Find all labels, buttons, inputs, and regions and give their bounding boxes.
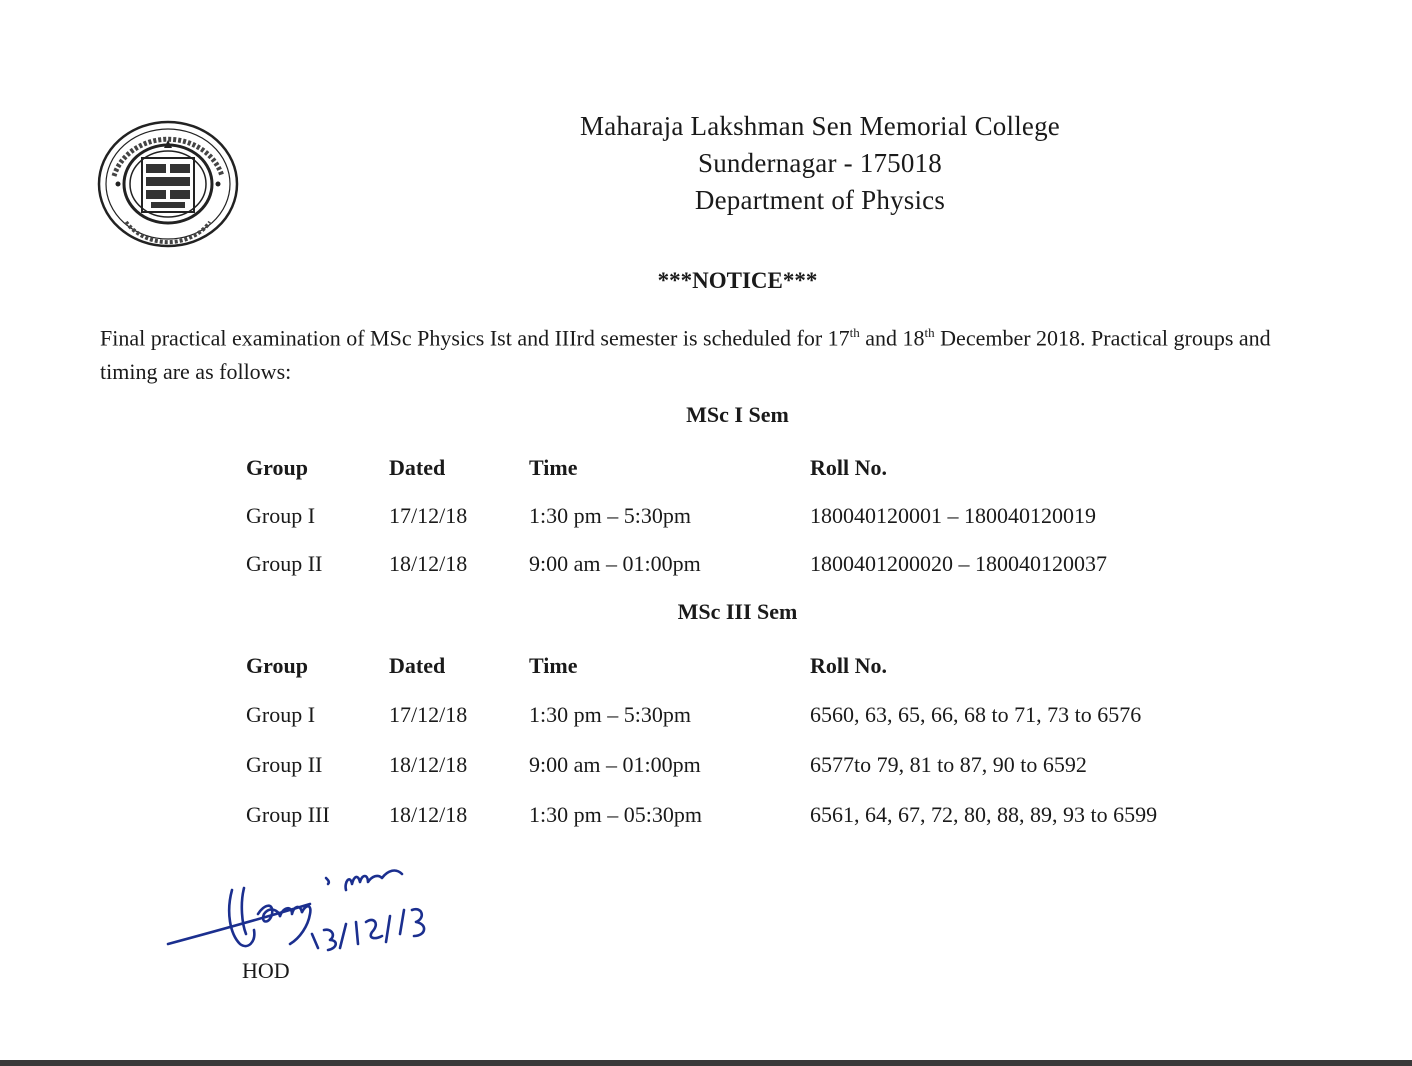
cell-dated: 17/12/18	[389, 503, 468, 528]
cell-group: Group II	[246, 551, 323, 576]
header-time: Time	[529, 455, 578, 480]
header-roll: Roll No.	[810, 653, 887, 678]
table-row	[0, 551, 1412, 581]
intro-sup-1: th	[849, 325, 860, 340]
intro-line-2: timing are as follows:	[100, 359, 292, 385]
header-dated: Dated	[389, 653, 446, 678]
cell-time: 1:30 pm – 5:30pm	[529, 702, 691, 727]
intro-line-1	[100, 316, 1370, 355]
cell-dated: 18/12/18	[389, 551, 468, 576]
cell-dated: 18/12/18	[389, 802, 468, 827]
cell-dated: 18/12/18	[389, 752, 468, 777]
cell-time: 1:30 pm – 5:30pm	[529, 503, 691, 528]
sem1-header-row	[0, 455, 1412, 485]
cell-group: Group I	[246, 702, 316, 727]
cell-roll: 1800401200020 – 180040120037	[810, 551, 1107, 576]
sem1-title: MSc I Sem	[686, 402, 789, 427]
cell-dated: 17/12/18	[389, 702, 468, 727]
cell-time: 9:00 am – 01:00pm	[529, 752, 701, 777]
page-bottom-edge	[0, 1060, 1412, 1066]
cell-group: Group II	[246, 752, 323, 777]
cell-group: Group I	[246, 503, 316, 528]
header-time: Time	[529, 653, 578, 678]
college-seal-icon	[96, 118, 240, 250]
header-dated: Dated	[389, 455, 446, 480]
intro-part-1: Final practical examination of MSc Physics Ist and IIIrd semester is scheduled for 17	[100, 325, 850, 351]
cell-roll: 180040120001 – 180040120019	[810, 503, 1096, 528]
department-name: Department of Physics	[694, 185, 946, 215]
header-group: Group	[246, 455, 308, 480]
header-group: Group	[246, 653, 308, 678]
cell-time: 1:30 pm – 05:30pm	[529, 802, 702, 827]
sem3-header-row	[0, 653, 1412, 683]
table-row	[0, 802, 1412, 832]
college-location: Sundernagar - 175018	[698, 148, 942, 178]
hod-signature-icon	[160, 852, 450, 962]
signatory-label: HOD	[242, 958, 290, 983]
college-header	[520, 108, 1120, 219]
intro-sup-2: th	[924, 325, 935, 340]
notice-intro	[100, 316, 1370, 389]
notice-title: ***NOTICE***	[657, 268, 818, 293]
table-row	[0, 503, 1412, 533]
cell-roll: 6577to 79, 81 to 87, 90 to 6592	[810, 752, 1087, 777]
cell-roll: 6561, 64, 67, 72, 80, 88, 89, 93 to 6599	[810, 802, 1158, 827]
college-name: Maharaja Lakshman Sen Memorial College	[580, 111, 1060, 141]
cell-group: Group III	[246, 802, 330, 827]
sem3-title: MSc III Sem	[677, 599, 798, 624]
intro-part-2: and 18	[859, 325, 925, 351]
cell-time: 9:00 am – 01:00pm	[529, 551, 701, 576]
cell-roll: 6560, 63, 65, 66, 68 to 71, 73 to 6576	[810, 702, 1142, 727]
intro-part-3: December 2018. Practical groups and	[934, 325, 1271, 351]
header-roll: Roll No.	[810, 455, 887, 480]
table-row	[0, 752, 1412, 782]
table-row	[0, 702, 1412, 732]
